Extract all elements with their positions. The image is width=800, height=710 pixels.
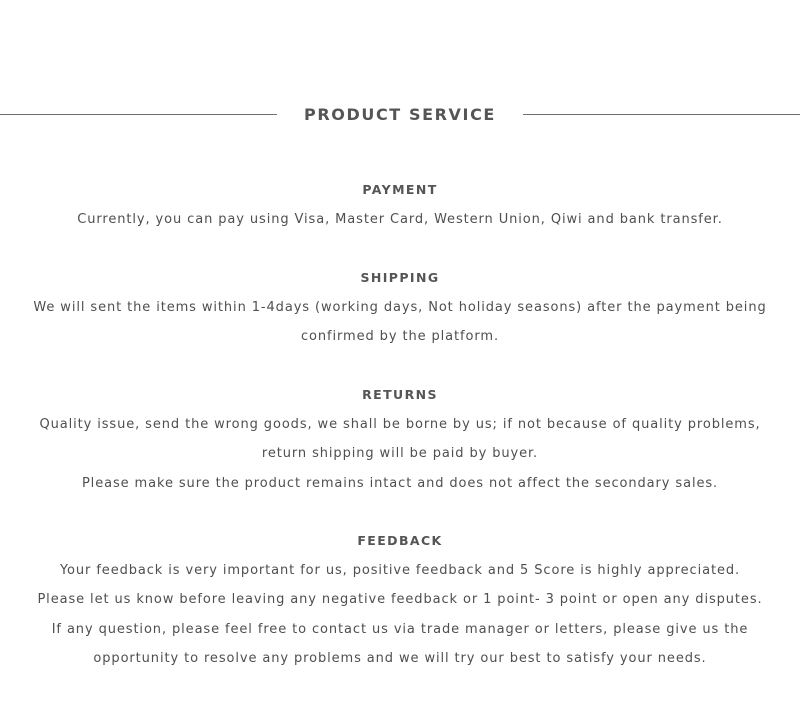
payment-text-line: Currently, you can pay using Visa, Master Card, Western Union, Qiwi and bank transfer. [77, 212, 723, 227]
shipping-section [0, 267, 800, 352]
feedback-text-line: Your feedback is very important for us, positive feedback and 5 Score is highly appreciated. [59, 563, 741, 578]
returns-title: RETURNS [362, 387, 438, 402]
shipping-text-line: We will sent the items within 1-4days (working days, Not holiday seasons) after the payment being [33, 300, 767, 315]
feedback-text-line: Please let us know before leaving any negative feedback or 1 point- 3 point or open any disputes. [37, 592, 763, 608]
header-divider-right [523, 114, 800, 115]
section-header [0, 103, 800, 127]
returns-text-line: return shipping will be paid by buyer. [261, 446, 539, 462]
page-title: PRODUCT SERVICE [304, 105, 496, 124]
shipping-text-line: confirmed by the platform. [300, 329, 499, 345]
returns-text-line: Please make sure the product remains intact and does not affect the secondary sales. [81, 475, 719, 491]
feedback-text-line: opportunity to resolve any problems and we will try our best to satisfy your needs. [93, 650, 707, 666]
feedback-title: FEEDBACK [357, 533, 443, 548]
feedback-section [0, 530, 800, 673]
feedback-text-line: If any question, please feel free to contact us via trade manager or letters, please give us the [51, 621, 749, 637]
shipping-title: SHIPPING [360, 270, 440, 285]
returns-section [0, 384, 800, 498]
payment-section [0, 179, 800, 234]
returns-text-line: Quality issue, send the wrong goods, we shall be borne by us; if not because of quality problems, [39, 417, 761, 432]
payment-title: PAYMENT [362, 182, 438, 197]
